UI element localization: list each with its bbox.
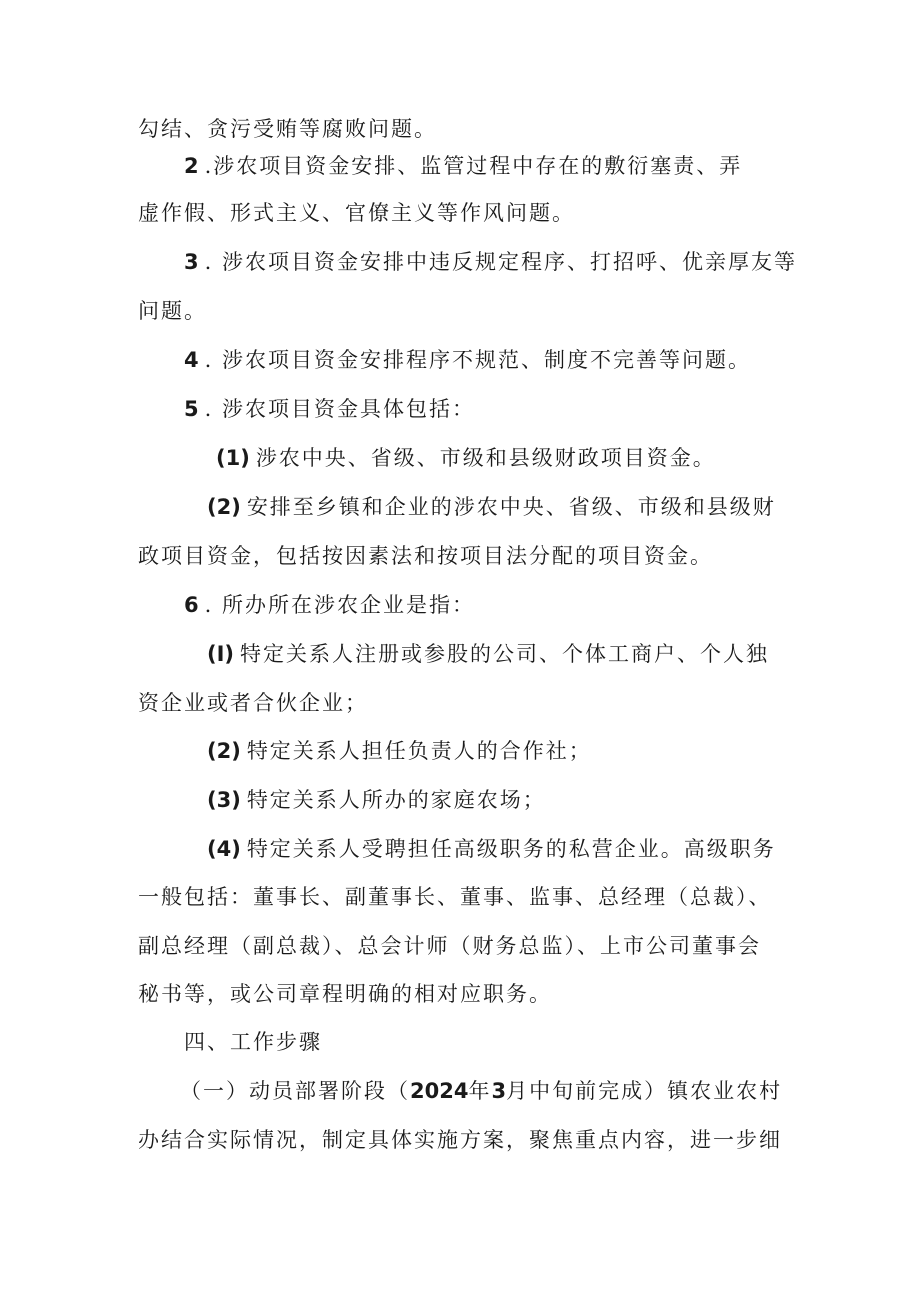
line-text: 办结合实际情况，制定具体实施方案，聚焦重点内容，进一步细 bbox=[138, 1128, 782, 1152]
line-text: 安排至乡镇和企业的涉农中央、省级、市级和县级财 bbox=[246, 495, 776, 519]
text-line-19 bbox=[138, 980, 552, 1008]
year-number: 2024 bbox=[410, 1079, 469, 1103]
item-3 bbox=[184, 248, 797, 276]
item-number: 6 bbox=[184, 593, 199, 617]
item-number: 3 bbox=[184, 250, 199, 274]
item-number: 5 bbox=[184, 397, 199, 421]
line-text: 勾结、贪污受贿等腐败问题。 bbox=[138, 117, 437, 141]
item-6 bbox=[184, 591, 475, 619]
sub-item-I bbox=[207, 640, 769, 668]
heading-text: 四、工作步骤 bbox=[184, 1030, 322, 1054]
item-2 bbox=[184, 152, 742, 180]
section-heading-work-steps bbox=[184, 1028, 322, 1056]
sub-item-1 bbox=[216, 444, 716, 472]
line-text: 问题。 bbox=[138, 299, 207, 323]
line-text: 秘书等，或公司章程明确的相对应职务。 bbox=[138, 982, 552, 1006]
item-number: 2 bbox=[184, 154, 199, 178]
item-number: (2) bbox=[207, 495, 241, 519]
line-text: . 所办所在涉农企业是指： bbox=[204, 593, 475, 617]
line-text: . 涉农项目资金具体包括： bbox=[204, 397, 475, 421]
line-text: . 涉农项目资金安排程序不规范、制度不完善等问题。 bbox=[204, 348, 751, 372]
text-line-3 bbox=[138, 199, 575, 227]
text-line-10 bbox=[138, 542, 713, 570]
line-text: 资企业或者合伙企业； bbox=[138, 691, 368, 715]
month-number: 3 bbox=[491, 1079, 507, 1103]
sub-item-2 bbox=[207, 493, 776, 521]
line-text: 虚作假、形式主义、官僚主义等作风问题。 bbox=[138, 201, 575, 225]
line-text: 特定关系人受聘担任高级职务的私营企业。高级职务 bbox=[246, 837, 776, 861]
line-text: 月中旬前完成）镇农业农村 bbox=[506, 1079, 783, 1103]
item-4 bbox=[184, 346, 751, 374]
text-line-22 bbox=[138, 1126, 782, 1154]
line-text: 年 bbox=[468, 1079, 492, 1103]
item-number: (2) bbox=[207, 739, 241, 763]
line-text: .涉农项目资金安排、监管过程中存在的敷衍塞责、弄 bbox=[204, 154, 743, 178]
stage-1-line bbox=[180, 1077, 782, 1105]
line-text: 政项目资金，包括按因素法和按项目法分配的项目资金。 bbox=[138, 544, 713, 568]
text-line-13 bbox=[138, 689, 368, 717]
item-number: (3) bbox=[207, 788, 241, 812]
text-line-1 bbox=[138, 115, 437, 143]
sub-item-4 bbox=[207, 835, 776, 863]
item-number: (4) bbox=[207, 837, 241, 861]
item-number: (I) bbox=[207, 642, 235, 666]
text-line-5 bbox=[138, 297, 207, 325]
item-5 bbox=[184, 395, 475, 423]
item-number: 4 bbox=[184, 348, 199, 372]
line-text: . 涉农项目资金安排中违反规定程序、打招呼、优亲厚友等 bbox=[204, 250, 797, 274]
line-text: 涉农中央、省级、市级和县级财政项目资金。 bbox=[255, 446, 716, 470]
text-line-18 bbox=[138, 932, 761, 960]
line-text: 特定关系人注册或参股的公司、个体工商户、个人独 bbox=[240, 642, 770, 666]
line-text: （一）动员部署阶段（ bbox=[180, 1079, 410, 1103]
line-text: 特定关系人担任负责人的合作社； bbox=[246, 739, 592, 763]
line-text: 副总经理（副总裁）、总会计师（财务总监）、上市公司董事会 bbox=[138, 934, 761, 958]
sub-item-2b bbox=[207, 737, 592, 765]
line-text: 一般包括：董事长、副董事长、董事、监事、总经理（总裁）、 bbox=[138, 885, 772, 909]
sub-item-3 bbox=[207, 786, 546, 814]
text-line-17 bbox=[138, 883, 772, 911]
line-text: 特定关系人所办的家庭农场； bbox=[246, 788, 546, 812]
item-number: (1) bbox=[216, 446, 250, 470]
